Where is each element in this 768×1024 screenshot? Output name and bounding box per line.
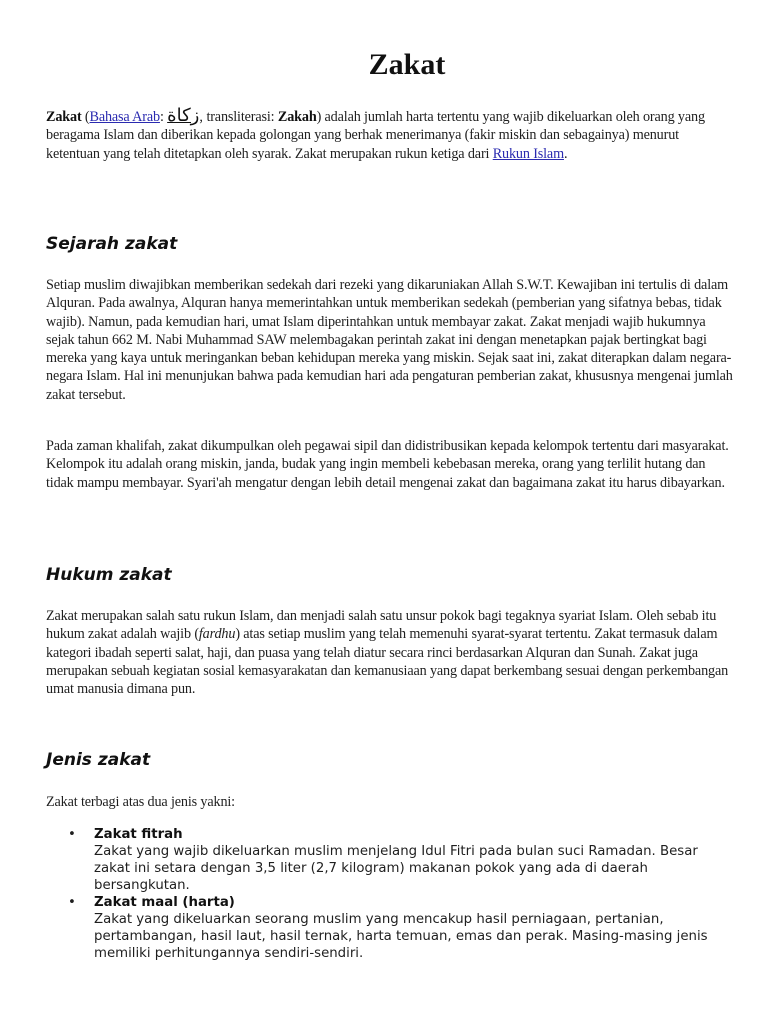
sejarah-paragraph-2: Pada zaman khalifah, zakat dikumpulkan oleh pegawai sipil dan didistribusikan kepada kelompok tertentu dari masyarakat. Kelompok itu adalah orang miskin, janda, budak yang ingin membeli kebebasan mereka, orang yang terlilit hutang dan tidak mampu membayar. Syari'ah mengatur dengan lebih detail mengenai zakat dan bagaimana zakat itu harus dibayarkan. [46, 438, 729, 491]
bullet-icon: • [68, 827, 76, 842]
list-item-term: Zakat fitrah [94, 827, 183, 842]
list-item-description: Zakat yang wajib dikeluarkan muslim menjelang Idul Fitri pada bulan suci Ramadan. Besar zakat ini setara dengan 3,5 liter (2,7 kilogram) makanan pokok yang ada di daerah bersangkutan. [94, 844, 698, 893]
sejarah-paragraph-1: Setiap muslim diwajibkan memberikan sedekah dari rezeki yang dikaruniakan Allah S.W.T. Kewajiban ini tertulis di dalam Alquran. Pada awalnya, Alquran hanya memerintahkan untuk memberikan sedekah (pemberian yang sifatnya bebas, tidak wajib). Namun, pada kemudian hari, umat Islam diperintahkan untuk membayar zakat. Zakat menjadi wajib hukumnya sejak tahun 662 M. Nabi Muhammad SAW melembagakan perintah zakat ini dengan menetapkan pajak bertingkat bagi mereka yang kaya untuk meringankan beban kehidupan mereka yang miskin. Sejak saat ini, zakat diterapkan dalam negara-negara Islam. Hal ini menunjukan bahwa pada kemudian hari ada pengaturan pemberian zakat, khususnya mengenai jumlah zakat tersebut. [46, 277, 733, 403]
intro-term: Zakat [46, 109, 82, 125]
heading-jenis-zakat: Jenis zakat [46, 750, 151, 770]
intro-text: , transliterasi: [199, 109, 278, 125]
intro-text: : [159, 109, 168, 125]
hukum-text: Zakat merupakan salah satu rukun Islam, dan menjadi salah satu unsur pokok bagi tegaknya syariat Islam. Oleh sebab itu hukum zakat adalah wajib ( [46, 608, 717, 643]
heading-sejarah-zakat: Sejarah zakat [46, 234, 178, 254]
translit-term: Zakah [277, 109, 317, 125]
link-bahasa-arab[interactable]: Bahasa Arab [89, 109, 160, 125]
list-item-description: Zakat yang dikeluarkan seorang muslim yang mencakup hasil perniagaan, pertanian, pertambangan, hasil laut, hasil ternak, harta temuan, emas dan perak. Masing-masing jenis memiliki perhitungannya sendiri-sendiri. [94, 912, 708, 961]
list-item-term: Zakat maal (harta) [94, 895, 235, 910]
hukum-text: ) atas setiap muslim yang telah memenuhi syarat-syarat tertentu. Zakat termasuk dalam kategori ibadah seperti salat, haji, dan puasa yang telah diatur secara rinci berdasarkan Alquran dan Sunah. Zakat juga merupakan sebuah kegiatan sosial kemasyarakatan dan kemanusiaan yang dapat berkembang sesuai dengan perkembangan umat manusia dimana pun. [46, 626, 729, 698]
bullet-icon: • [68, 895, 76, 910]
heading-hukum-zakat: Hukum zakat [46, 565, 172, 585]
intro-text: ( [81, 109, 90, 125]
intro-paragraph [46, 107, 736, 163]
page-title: Zakat [368, 48, 446, 81]
intro-body: ) adalah jumlah harta tertentu yang wajib dikeluarkan oleh orang yang beragama Islam dan diberikan kepada golongan yang berhak menerimanya (fakir miskin dan sebagainya) menurut ketentuan yang telah ditetapkan oleh syarak. Zakat merupakan rukun ketiga dari [46, 109, 705, 162]
hukum-paragraph [46, 607, 736, 698]
fardhu-term: fardhu [198, 626, 236, 643]
link-rukun-islam[interactable]: Rukun Islam [492, 145, 564, 162]
list-item-zakat-fitrah [68, 826, 768, 894]
arabic-word: زكاة [167, 105, 200, 126]
list-item-zakat-maal [68, 894, 768, 962]
intro-text: . [563, 145, 568, 162]
jenis-zakat-list [46, 826, 768, 962]
jenis-intro: Zakat terbagi atas dua jenis yakni: [46, 794, 235, 810]
